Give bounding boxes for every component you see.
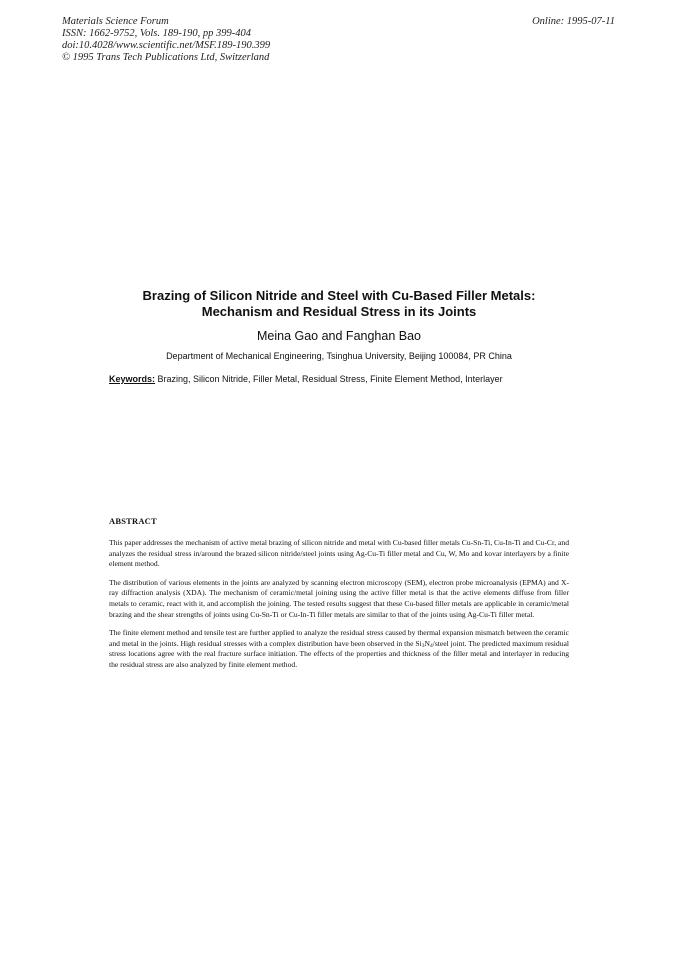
subscript-4: 4 bbox=[429, 642, 433, 649]
journal-name: Materials Science Forum bbox=[62, 16, 169, 27]
doi-line: doi:10.4028/www.scientific.net/MSF.189-190.399 bbox=[62, 40, 271, 51]
paper-title-line-2: Mechanism and Residual Stress in its Joints bbox=[201, 304, 477, 319]
abstract-heading: ABSTRACT bbox=[109, 516, 157, 526]
keywords-line bbox=[109, 374, 569, 385]
subscript-3: 3 bbox=[421, 642, 425, 649]
abstract-paragraph-3-part-2: N bbox=[424, 638, 430, 648]
keywords-list: Brazing, Silicon Nitride, Filler Metal, Residual Stress, Finite Element Method, Interlayer bbox=[155, 374, 503, 384]
copyright-line: © 1995 Trans Tech Publications Ltd, Switzerland bbox=[62, 52, 270, 63]
journal-header bbox=[62, 16, 462, 64]
keywords-label: Keywords: bbox=[109, 374, 156, 384]
abstract-paragraph-2: The distribution of various elements in the joints are analyzed by scanning electron microscopy (SEM), electron probe microanalysis (EPMA) and X-ray diffraction analysis (XDA). The mechanism of ceramic/metal joining using the active filler metal is that the active elements diffuse from filler metals to ceramic, react with it, and accomplish the joining. The tested results suggest that these Cu-based filler metals are applicable in ceramic/metal brazing and the shear strengths of joints using Cu-Sn-Ti or Cu-In-Ti filler metals are similar to that of the joints using Ag-Cu-Ti filler metal. bbox=[109, 577, 569, 619]
paper-title bbox=[100, 288, 578, 320]
paper-title-line-1: Brazing of Silicon Nitride and Steel with Cu-Based Filler Metals: bbox=[142, 288, 536, 303]
abstract-body bbox=[109, 538, 569, 679]
abstract-paragraph-3 bbox=[109, 628, 569, 670]
issn-line: ISSN: 1662-9752, Vols. 189-190, pp 399-404 bbox=[62, 28, 251, 39]
paper-authors: Meina Gao and Fanghan Bao bbox=[256, 329, 421, 343]
abstract-paragraph-3-part-3: /steel joint. The predicted maximum residual stress locations agree with the real fracture surface initiation. The effects of the properties and thickness of the filler metal and interlayer in reducing the residual stress are also analyzed by finite element method. bbox=[109, 638, 569, 669]
abstract-paragraph-3-part-1: The finite element method and tensile test are further applied to analyze the residual stress caused by thermal expansion mismatch between the ceramic and metal in the joints. High residual stresses with a complex distribution have been observed in the Si bbox=[109, 628, 569, 648]
online-date: Online: 1995-07-11 bbox=[532, 16, 615, 27]
abstract-paragraph-1: This paper addresses the mechanism of active metal brazing of silicon nitride and metal with Cu-based filler metals Cu-Sn-Ti, Cu-In-Ti and Cu-Cr, and analyzes the residual stress in/around the brazed silicon nitride/steel joints using Ag-Cu-Ti filler metal and Cu, W, Mo and kovar interlayers by a finite element method. bbox=[109, 538, 569, 569]
author-affiliation: Department of Mechanical Engineering, Tsinghua University, Beijing 100084, PR China bbox=[166, 351, 512, 361]
